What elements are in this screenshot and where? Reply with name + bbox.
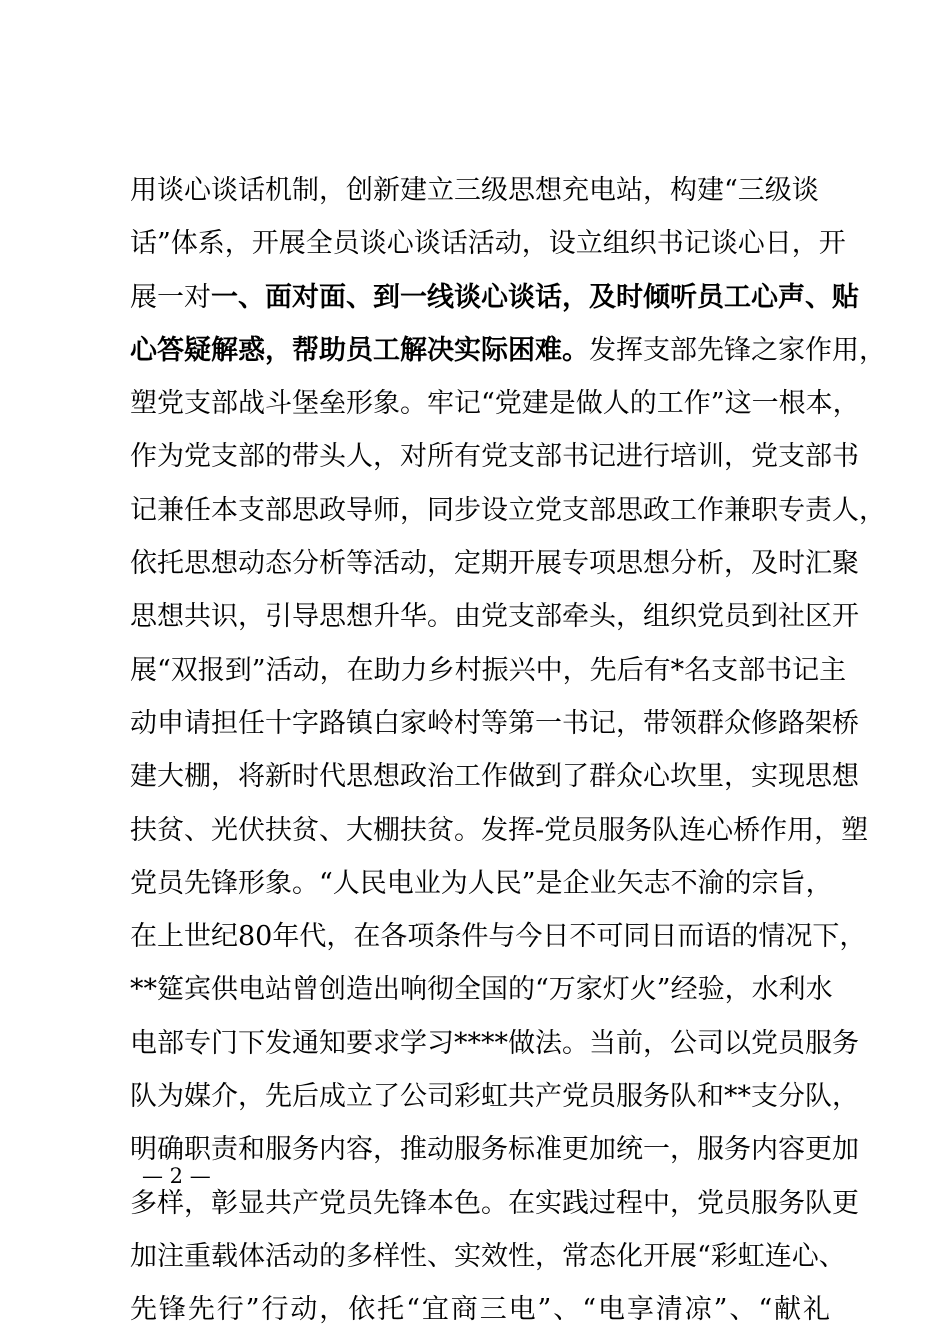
text-segment: **筵宾供电站曾创造出响彻全国的“万家灯火”经验，水利水 xyxy=(130,974,833,1006)
text-segment: 依托思想动态分析等活动，定期开展专项思想分析，及时汇聚 xyxy=(130,548,859,580)
bold-text-segment: 心答疑解惑，帮助员工解决实际困难。 xyxy=(130,334,589,366)
text-line xyxy=(130,750,859,803)
text-segment: 动申请担任十字路镇白家岭村等第一书记，带领群众修路架桥 xyxy=(130,707,859,739)
text-segment: 扶贫、光伏扶贫、大棚扶贫。发挥-党员服务队连心桥作用，塑 xyxy=(130,814,869,846)
text-line xyxy=(130,857,833,910)
text-segment: 思想共识，引导思想升华。由党支部牵头，组织党员到社区开 xyxy=(130,601,859,633)
text-line xyxy=(130,644,847,697)
text-line xyxy=(130,164,830,217)
text-line xyxy=(130,1177,859,1230)
text-line xyxy=(130,1070,859,1123)
bold-text-segment: 一、面对面、到一线谈心谈话，及时倾听员工心声、贴 xyxy=(211,281,859,313)
text-line xyxy=(130,963,833,1016)
page-number: — 2 — xyxy=(142,1164,211,1188)
text-segment: 加注重载体活动的多样性、实效性，常态化开展“彩虹连心、 xyxy=(130,1240,846,1272)
text-line xyxy=(130,804,869,857)
text-segment: 先锋先行”行动，依托“宜商三电”、“电享清凉”、“献礼 xyxy=(130,1294,830,1326)
text-segment: 用谈心谈话机制，创新建立三级思想充电站，构建“三级谈 xyxy=(130,175,819,206)
text-segment: 电部专门下发通知要求学习****做法。当前，公司以党员服务 xyxy=(130,1027,859,1059)
text-segment: 塑党支部战斗堡垒形象。牢记“党建是做人的工作”这一根本， xyxy=(130,388,860,420)
text-segment: 建大棚，将新时代思想政治工作做到了群众心坎里，实现思想 xyxy=(130,761,859,793)
text-segment: 队为媒介，先后成立了公司彩虹共产党员服务队和**支分队， xyxy=(130,1081,859,1113)
body-paragraph xyxy=(130,164,886,1337)
text-segment: 明确职责和服务内容，推动服务标准更加统一，服务内容更加 xyxy=(130,1134,859,1166)
text-segment: 展“双报到”活动，在助力乡村振兴中，先后有*名支部书记主 xyxy=(130,654,847,686)
text-line xyxy=(130,1017,859,1070)
text-segment: 作为党支部的带头人，对所有党支部书记进行培训，党支部书 xyxy=(130,441,859,473)
text-segment: 发挥支部先锋之家作用， xyxy=(589,334,886,366)
text-segment: 记兼任本支部思政导师，同步设立党支部思政工作兼职专责人， xyxy=(130,494,886,526)
text-line xyxy=(130,217,846,270)
text-line xyxy=(130,324,886,377)
text-segment: 展一对 xyxy=(130,281,211,313)
text-segment: 党员先锋形象。“人民电业为人民”是企业矢志不渝的宗旨， xyxy=(130,867,833,899)
text-line xyxy=(130,1230,846,1283)
text-line xyxy=(130,1123,859,1176)
text-segment: 话”体系，开展全员谈心谈话活动，设立组织书记谈心日，开 xyxy=(130,228,846,260)
text-line xyxy=(130,537,859,590)
text-line xyxy=(130,377,860,430)
text-line xyxy=(130,910,867,963)
text-line xyxy=(130,430,859,483)
text-line xyxy=(130,590,859,643)
text-segment: 在上世纪80年代，在各项条件与今日不可同日而语的情况下， xyxy=(130,921,867,953)
text-line xyxy=(130,271,859,324)
text-line xyxy=(130,1283,830,1336)
text-segment: 多样，彰显共产党员先锋本色。在实践过程中，党员服务队更 xyxy=(130,1187,859,1219)
text-line xyxy=(130,484,886,537)
text-line xyxy=(130,697,859,750)
